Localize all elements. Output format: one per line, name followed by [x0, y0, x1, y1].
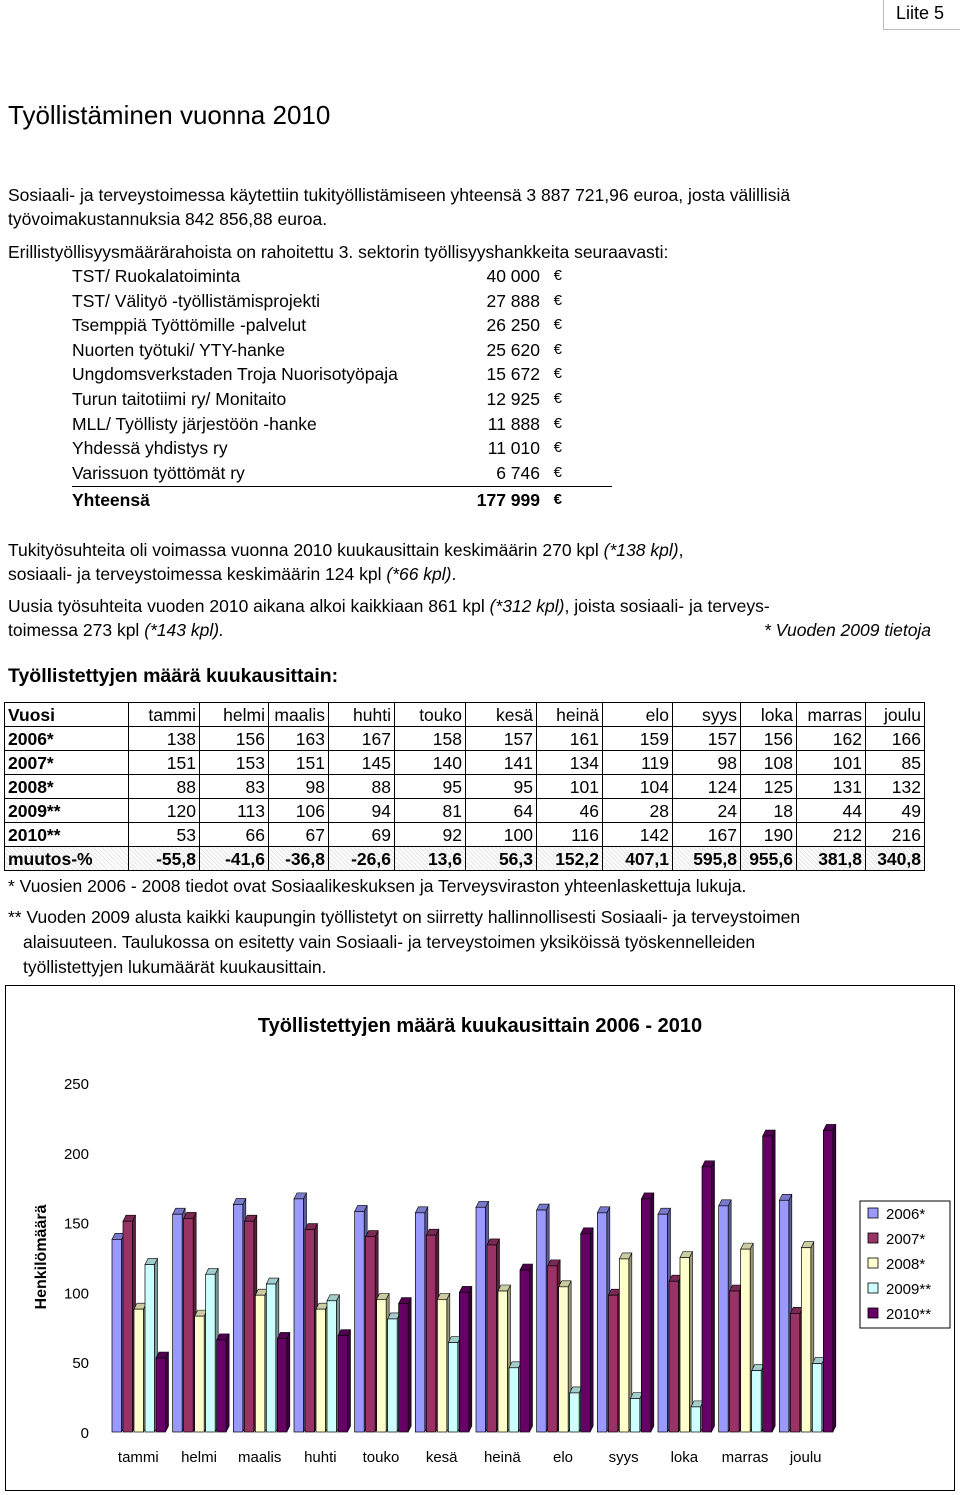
intro-line-2: työvoimakustannuksia 842 856,88 euroa.	[8, 209, 328, 229]
table-cell: 151	[269, 751, 329, 775]
bar	[173, 1214, 183, 1432]
bar	[266, 1284, 276, 1432]
currency-symbol: €	[553, 365, 562, 383]
bar-side	[712, 1161, 715, 1432]
stats-text: Tukityösuhteita oli voimassa vuonna 2010 kuukausittain keskimäärin 270 kpl	[8, 540, 604, 560]
bar-side	[408, 1298, 411, 1432]
table-cell: 113	[200, 799, 269, 823]
legend-swatch	[868, 1258, 878, 1268]
bar	[377, 1299, 387, 1432]
table-cell: 158	[395, 727, 466, 751]
funding-row	[72, 264, 562, 288]
currency-symbol: €	[553, 340, 562, 358]
stats-line-2	[8, 562, 953, 586]
table-cell: 190	[741, 823, 797, 847]
funding-total-rule	[72, 486, 612, 487]
table-change-cell: 152,2	[537, 847, 603, 871]
funding-amount: 12 925	[486, 389, 540, 409]
bar	[702, 1167, 712, 1432]
currency-symbol: €	[553, 316, 562, 334]
page-title: Työllistäminen vuonna 2010	[8, 100, 331, 130]
table-cell: 157	[466, 727, 537, 751]
funding-total-row	[72, 488, 562, 512]
bar	[741, 1249, 751, 1432]
table-cell: 69	[329, 823, 395, 847]
funding-row	[72, 436, 562, 460]
legend-label: 2007*	[886, 1231, 926, 1248]
x-tick-label: maalis	[237, 1449, 282, 1466]
table-change-cell: 595,8	[673, 847, 741, 871]
bar	[355, 1211, 365, 1432]
table-header-month: touko	[395, 703, 466, 727]
bar-side	[530, 1264, 533, 1432]
stats-text: sosiaali- ja terveystoimessa keskimäärin 124 kpl	[8, 564, 387, 584]
x-tick-label: joulu	[789, 1449, 822, 1466]
table-cell: 216	[866, 823, 925, 847]
table-row-label: 2007*	[5, 751, 129, 775]
bar	[366, 1237, 376, 1432]
legend-label: 2008*	[886, 1256, 926, 1273]
table-change-cell: 340,8	[866, 847, 925, 871]
bar	[156, 1358, 166, 1432]
y-tick-label: 100	[63, 1285, 89, 1303]
funding-total-label: Yhteensä	[72, 490, 150, 510]
bar	[691, 1407, 701, 1432]
table-cell: 46	[537, 799, 603, 823]
table-cell: 166	[866, 727, 925, 751]
table-row	[5, 751, 925, 775]
funding-row	[72, 461, 562, 485]
x-tick-label: tammi	[117, 1449, 159, 1466]
bar-side	[166, 1352, 169, 1432]
table-cell: 125	[741, 775, 797, 799]
note-2-line-2: alaisuuteen. Taulukossa on esitetty vain Sosiaali- ja terveystoimen yksiköissä työskennelleiden	[23, 932, 756, 952]
table-cell: 132	[866, 775, 925, 799]
bar	[327, 1301, 337, 1432]
legend-label: 2010**	[886, 1306, 932, 1323]
bar	[520, 1270, 530, 1432]
table-cell: 28	[603, 799, 673, 823]
stats-previous-year: (*66 kpl)	[386, 564, 452, 584]
funding-row	[72, 362, 562, 386]
table-cell: 66	[200, 823, 269, 847]
table-row-label: 2006*	[5, 727, 129, 751]
bar	[217, 1340, 227, 1432]
x-tick-label: touko	[362, 1449, 400, 1466]
legend-swatch	[868, 1208, 878, 1218]
stats-footnote: * Vuoden 2009 tietoja	[764, 620, 932, 640]
bar	[680, 1258, 690, 1433]
table-row	[5, 775, 925, 799]
chart-title: Työllistettyjen määrä kuukausittain 2006 - 2010	[257, 1015, 703, 1037]
monthly-table	[4, 702, 925, 871]
x-tick-label: helmi	[181, 1449, 217, 1466]
bar-side	[226, 1334, 229, 1432]
stats-text: , joista sosiaali- ja terveys-	[564, 596, 770, 616]
table-cell: 95	[395, 775, 466, 799]
bar	[752, 1371, 762, 1432]
table-cell: 161	[537, 727, 603, 751]
funding-amount: 6 746	[496, 462, 540, 483]
funding-row	[72, 313, 562, 337]
table-cell: 142	[603, 823, 673, 847]
table-row	[5, 727, 925, 751]
table-cell: 153	[200, 751, 269, 775]
table-header-month: joulu	[866, 703, 925, 727]
bar	[145, 1264, 155, 1432]
note-2-line-1: ** Vuoden 2009 alusta kaikki kaupungin työllistetyt on siirretty hallinnollisesti Sosiaali- ja terveystoimen	[8, 907, 801, 927]
bar	[123, 1221, 133, 1432]
table-cell: 140	[395, 751, 466, 775]
table-change-cell: -26,6	[329, 847, 395, 871]
table-cell: 212	[797, 823, 866, 847]
y-tick-label: 200	[63, 1145, 89, 1163]
table-cell: 138	[129, 727, 200, 751]
bar	[719, 1206, 729, 1432]
bar	[112, 1239, 122, 1432]
table-header-label: Vuosi	[5, 703, 129, 727]
legend-swatch	[868, 1308, 878, 1318]
y-tick-label: 150	[63, 1215, 89, 1233]
table-row-label: 2009**	[5, 799, 129, 823]
bar	[608, 1295, 618, 1432]
y-tick-label: 50	[72, 1355, 89, 1373]
table-cell: 98	[673, 751, 741, 775]
table-header-month: syys	[673, 703, 741, 727]
bar	[498, 1291, 508, 1432]
bar	[581, 1234, 591, 1432]
funding-amount: 25 620	[486, 339, 540, 360]
bar	[801, 1248, 811, 1432]
table-cell: 162	[797, 727, 866, 751]
bar	[597, 1213, 607, 1432]
table-cell: 100	[466, 823, 537, 847]
intro-line-3: Erillistyöllisyysmäärärahoista on rahoitettu 3. sektorin työllisyyshankkeita seuraavasti:	[8, 242, 669, 262]
currency-symbol: €	[553, 463, 562, 481]
table-cell: 95	[466, 775, 537, 799]
bar	[570, 1393, 580, 1432]
bar	[763, 1136, 773, 1432]
bar-side	[590, 1228, 593, 1432]
bar	[537, 1210, 547, 1432]
bar	[388, 1319, 398, 1432]
table-row	[5, 823, 925, 847]
table-cell: 106	[269, 799, 329, 823]
bar	[305, 1230, 315, 1432]
bar	[448, 1343, 458, 1432]
stats-previous-year: (*143 kpl).	[144, 620, 224, 640]
bar	[134, 1309, 144, 1432]
table-row	[5, 799, 925, 823]
table-header-month: elo	[603, 703, 673, 727]
bar	[476, 1207, 486, 1432]
table-change-cell: 955,6	[741, 847, 797, 871]
bar	[812, 1364, 822, 1432]
bar-side	[469, 1286, 472, 1432]
bar	[509, 1368, 519, 1432]
table-header-month: huhti	[329, 703, 395, 727]
bar-side	[287, 1332, 290, 1432]
table-change-cell: -41,6	[200, 847, 269, 871]
bar-side	[833, 1124, 836, 1432]
table-cell: 167	[329, 727, 395, 751]
legend-swatch	[868, 1233, 878, 1243]
funding-name: Yhdessä yhdistys ry	[72, 438, 228, 459]
table-header-month: tammi	[129, 703, 200, 727]
table-change-cell: 13,6	[395, 847, 466, 871]
stats-text: toimessa 273 kpl	[8, 620, 145, 640]
bar	[277, 1338, 287, 1432]
table-cell: 134	[537, 751, 603, 775]
y-tick-label: 250	[63, 1076, 89, 1093]
funding-name: Varissuon työttömät ry	[72, 462, 245, 483]
intro-line-1: Sosiaali- ja terveystoimessa käytettiin tukityöllistämiseen yhteensä 3 887 721,96 euroa, josta välillisiä	[8, 185, 791, 205]
funding-name: Ungdomsverkstaden Troja Nuorisotyöpaja	[72, 364, 398, 385]
funding-name: Turun taitotiimi ry/ Monitaito	[72, 389, 287, 409]
table-cell: 119	[603, 751, 673, 775]
table-change-cell: -36,8	[269, 847, 329, 871]
funding-amount: 40 000	[486, 266, 540, 286]
table-cell: 101	[797, 751, 866, 775]
table-cell: 104	[603, 775, 673, 799]
table-cell: 124	[673, 775, 741, 799]
table-cell: 108	[741, 751, 797, 775]
table-header-month: kesä	[466, 703, 537, 727]
table-cell: 156	[200, 727, 269, 751]
currency-symbol: €	[553, 267, 562, 284]
table-cell: 83	[200, 775, 269, 799]
table-cell: 101	[537, 775, 603, 799]
bar	[338, 1336, 348, 1432]
bar	[437, 1299, 447, 1432]
table-cell: 44	[797, 799, 866, 823]
funding-amount: 26 250	[486, 315, 540, 336]
bar	[559, 1287, 569, 1432]
bar	[206, 1274, 216, 1432]
table-cell: 151	[129, 751, 200, 775]
funding-name: MLL/ Työllisty järjestöön -hanke	[72, 413, 317, 434]
funding-amount: 15 672	[486, 364, 540, 385]
note-2-line-3: työllistettyjen lukumäärät kuukausittain.	[23, 957, 327, 977]
y-tick-label: 0	[80, 1425, 89, 1442]
table-cell: 85	[866, 751, 925, 775]
table-cell: 81	[395, 799, 466, 823]
table-cell: 49	[866, 799, 925, 823]
table-row-label: 2010**	[5, 823, 129, 847]
table-row-label: 2008*	[5, 775, 129, 799]
bar-side	[772, 1130, 775, 1432]
table-cell: 98	[269, 775, 329, 799]
table-row-label: muutos-%	[5, 847, 129, 871]
x-tick-label: heinä	[483, 1449, 521, 1466]
table-cell: 145	[329, 751, 395, 775]
table-header-row	[5, 703, 925, 727]
bar	[255, 1295, 264, 1432]
table-change-cell: 381,8	[797, 847, 866, 871]
bar-side	[651, 1193, 654, 1432]
funding-amount: 11 010	[487, 438, 540, 459]
x-tick-label: huhti	[304, 1449, 337, 1466]
funding-amount: 27 888	[486, 290, 540, 311]
x-tick-label: marras	[721, 1449, 769, 1466]
bar	[195, 1316, 205, 1432]
table-cell: 88	[129, 775, 200, 799]
table-cell: 67	[269, 823, 329, 847]
bar	[790, 1313, 800, 1432]
table-header-month: loka	[741, 703, 797, 727]
table-cell: 64	[466, 799, 537, 823]
bar	[459, 1292, 469, 1432]
bar-chart	[6, 986, 954, 1490]
bar	[399, 1304, 409, 1432]
table-cell: 159	[603, 727, 673, 751]
note-1: * Vuosien 2006 - 2008 tiedot ovat Sosiaalikeskuksen ja Terveysviraston yhteenlaskettuja lukuja.	[8, 876, 747, 896]
bar	[669, 1281, 679, 1432]
table-header-month: marras	[797, 703, 866, 727]
x-tick-label: elo	[552, 1449, 574, 1466]
funding-row	[72, 289, 562, 313]
legend-label: 2006*	[886, 1206, 926, 1223]
bar	[487, 1245, 497, 1432]
table-header-month: helmi	[200, 703, 269, 727]
funding-name: TST/ Välityö -työllistämisprojekti	[72, 290, 320, 311]
bar	[630, 1398, 640, 1432]
section-title: Työllistettyjen määrä kuukausittain:	[8, 665, 339, 687]
table-change-cell: 407,1	[603, 847, 673, 871]
funding-total-amount: 177 999	[476, 490, 540, 510]
stats-previous-year: (*312 kpl)	[489, 596, 565, 616]
table-cell: 120	[129, 799, 200, 823]
table-cell: 167	[673, 823, 741, 847]
table-cell: 94	[329, 799, 395, 823]
bar	[184, 1218, 194, 1432]
legend-label: 2009**	[886, 1281, 932, 1298]
table-cell: 116	[537, 823, 603, 847]
bar	[730, 1291, 740, 1432]
bar	[641, 1199, 651, 1432]
bar	[823, 1130, 833, 1432]
stats-previous-year: (*138 kpl)	[603, 540, 679, 560]
funding-name: Tsemppiä Työttömille -palvelut	[72, 315, 307, 336]
bar	[415, 1213, 425, 1432]
table-header-month: heinä	[537, 703, 603, 727]
stats-text: Uusia työsuhteita vuoden 2010 aikana alkoi kaikkiaan 861 kpl	[8, 596, 490, 616]
x-tick-label: loka	[670, 1449, 699, 1466]
funding-row	[72, 412, 562, 436]
funding-name: TST/ Ruokalatoiminta	[72, 266, 241, 286]
currency-symbol: €	[553, 414, 562, 432]
bar	[316, 1309, 326, 1432]
funding-name: Nuorten työtuki/ YTY-hanke	[72, 339, 286, 360]
table-cell: 163	[269, 727, 329, 751]
table-cell: 92	[395, 823, 466, 847]
bar	[548, 1266, 558, 1432]
table-cell: 141	[466, 751, 537, 775]
table-header-month: maalis	[269, 703, 329, 727]
currency-symbol: €	[553, 390, 562, 407]
bar	[233, 1204, 243, 1432]
currency-symbol: €	[553, 291, 562, 309]
stats-line-3	[8, 594, 953, 618]
stats-line-1	[8, 538, 953, 562]
chart-frame	[5, 985, 955, 1491]
bar	[294, 1199, 304, 1432]
table-cell: 24	[673, 799, 741, 823]
bar	[244, 1221, 254, 1432]
bar	[658, 1214, 668, 1432]
funding-row	[72, 338, 562, 362]
table-cell: 131	[797, 775, 866, 799]
table-cell: 53	[129, 823, 200, 847]
bar	[619, 1259, 629, 1432]
table-change-cell: 56,3	[466, 847, 537, 871]
x-tick-label: kesä	[425, 1449, 458, 1466]
page-label: Liite 5	[883, 0, 960, 30]
funding-row	[72, 387, 562, 411]
stats-text: .	[451, 564, 457, 584]
bar	[779, 1200, 789, 1432]
bar	[426, 1235, 436, 1432]
funding-amount: 11 888	[487, 413, 540, 434]
x-tick-label: syys	[608, 1449, 639, 1466]
currency-symbol: €	[553, 439, 562, 457]
table-change-row	[5, 847, 925, 871]
table-cell: 156	[741, 727, 797, 751]
bar-side	[348, 1330, 351, 1432]
stats-text: ,	[678, 540, 684, 560]
legend-swatch	[868, 1283, 878, 1293]
table-cell: 157	[673, 727, 741, 751]
currency-symbol: €	[553, 491, 562, 508]
table-cell: 18	[741, 799, 797, 823]
table-change-cell: -55,8	[129, 847, 200, 871]
y-axis-label: Henkilömäärä	[33, 1204, 50, 1310]
table-cell: 88	[329, 775, 395, 799]
